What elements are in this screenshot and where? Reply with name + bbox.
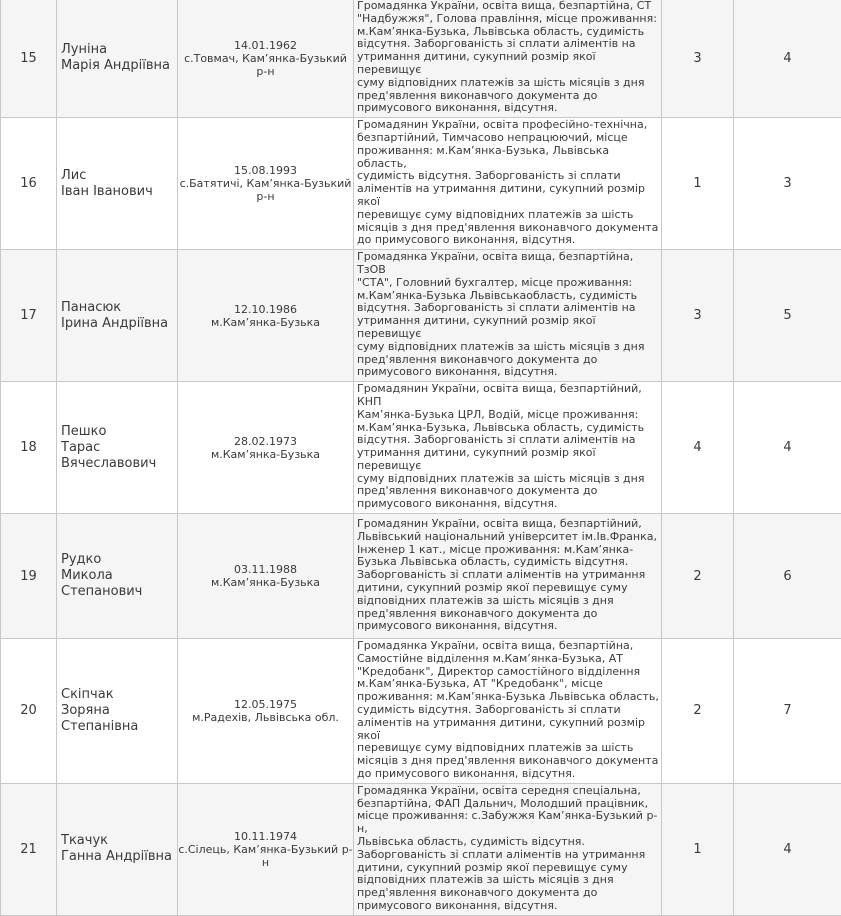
row-number: 21 [1,783,57,915]
candidate-surname: Панасюк [61,300,177,316]
candidate-given-name: Ганна Андріївна [61,849,177,865]
candidate-info: Громадянка України, освіта вища, безпартійна, ТзОВ "СТА", Головний бухгалтер, місце проживання: м.Кам’янка-Бузька Львівськаобласть, судимість відсутня. Заборгованість зі сплати аліментів на утримання дитини, сукупний розмір якої перевищує суму відповідних платежів за шість місяців з дня пред'явлення виконавчого документа до примусового виконання, відсутня. [354,250,662,382]
candidate-surname: Ткачук [61,833,177,849]
table-row [1,118,841,250]
birth-info [178,382,354,514]
column-b-value: 6 [734,514,841,639]
candidate-surname: Рудко [61,552,177,568]
candidate-surname: Скіпчак [61,687,177,703]
table-row [1,514,841,639]
candidate-surname: Пешко [61,424,177,440]
birth-place: м.Радехів, Львівська обл. [178,711,353,724]
birth-info [178,514,354,639]
column-b-value: 7 [734,639,841,784]
row-number: 17 [1,250,57,382]
birth-info [178,118,354,250]
birth-place: с.Сілець, Кам’янка-Бузький р-н [178,843,353,869]
column-b-value: 4 [734,783,841,915]
birth-place: м.Кам’янка-Бузька [178,576,353,589]
birth-place: м.Кам’янка-Бузька [178,316,353,329]
candidate-given-name: Іван Іванович [61,184,177,200]
candidate-patronymic: Степанович [61,584,177,600]
candidate-surname: Луніна [61,42,177,58]
column-a-value: 1 [662,783,734,915]
table-row [1,250,841,382]
candidate-name [57,250,178,382]
candidates-table-body [1,0,841,915]
birth-date: 14.01.1962 [178,39,353,52]
column-b-value: 3 [734,118,841,250]
column-a-value: 3 [662,250,734,382]
birth-info [178,639,354,784]
column-a-value: 2 [662,514,734,639]
candidate-given-name: Микола [61,568,177,584]
column-b-value: 5 [734,250,841,382]
birth-place: с.Батятичі, Кам’янка-Бузький р-н [178,177,353,203]
candidate-patronymic: Вячеславович [61,456,177,472]
candidate-info: Громадянка України, освіта вища, безпартійна, СТ "Надбужжя", Голова правління, місце проживання: м.Кам’янка-Бузька, Львівська область, судимість відсутня. Заборгованість зі сплати аліментів на утримання дитини, сукупний розмір якої перевищує суму відповідних платежів за шість місяців з дня пред'явлення виконавчого документа до примусового виконання, відсутня. [354,0,662,118]
table-row [1,639,841,784]
candidate-given-name: Марія Андріївна [61,58,177,74]
candidate-name [57,783,178,915]
candidate-name [57,382,178,514]
birth-info [178,250,354,382]
row-number: 19 [1,514,57,639]
candidate-name [57,118,178,250]
birth-place: с.Товмач, Кам’янка-Бузький р-н [178,52,353,78]
table-row [1,783,841,915]
candidate-name [57,0,178,118]
row-number: 15 [1,0,57,118]
candidate-given-name: Зоряна [61,703,177,719]
column-a-value: 3 [662,0,734,118]
column-b-value: 4 [734,382,841,514]
column-a-value: 1 [662,118,734,250]
birth-date: 28.02.1973 [178,435,353,448]
candidate-surname: Лис [61,168,177,184]
table-row [1,382,841,514]
candidate-name [57,639,178,784]
birth-date: 15.08.1993 [178,164,353,177]
birth-date: 03.11.1988 [178,563,353,576]
table-row [1,0,841,118]
candidate-given-name: Ірина Андріївна [61,316,177,332]
candidate-name [57,514,178,639]
column-b-value: 4 [734,0,841,118]
candidate-info: Громадянин України, освіта вища, безпартійний, Львівський національний університет ім.Ів.Франка, Інженер 1 кат., місце проживання: м.Кам’янка- Бузька Львівська область, судимість відсутня. Заборгованість зі сплати аліментів на утримання дитини, сукупний розмір якої перевищує суму відповідних платежів за шість місяців з дня пред'явлення виконавчого документа до примусового виконання, відсутня. [354,514,662,639]
column-a-value: 2 [662,639,734,784]
birth-date: 12.05.1975 [178,698,353,711]
row-number: 20 [1,639,57,784]
candidate-info: Громадянин України, освіта вища, безпартійний, КНП Кам’янка-Бузька ЦРЛ, Водій, місце проживання: м.Кам’янка-Бузька, Львівська область, судимість відсутня. Заборгованість зі сплати аліментів на утримання дитини, сукупний розмір якої перевищує суму відповідних платежів за шість місяців з дня пред'явлення виконавчого документа до примусового виконання, відсутня. [354,382,662,514]
birth-place: м.Кам’янка-Бузька [178,448,353,461]
birth-date: 12.10.1986 [178,303,353,316]
row-number: 18 [1,382,57,514]
column-a-value: 4 [662,382,734,514]
birth-info [178,0,354,118]
candidate-info: Громадянин України, освіта професійно-технічна, безпартійний, Тимчасово непрацюючий, місце проживання: м.Кам’янка-Бузька, Львівська область, судимість відсутня. Заборгованість зі сплати аліментів на утримання дитини, сукупний розмір якої перевищує суму відповідних платежів за шість місяців з дня пред'явлення виконавчого документа до примусового виконання, відсутня. [354,118,662,250]
candidate-info: Громадянка України, освіта вища, безпартійна, Самостійне відділення м.Кам’янка-Бузька, АТ "Кредобанк", Директор самостійного відділення м.Кам’янка-Бузька, АТ "Кредобанк", місце проживання: м.Кам’янка-Бузька Львівська область, судимість відсутня. Заборгованість зі сплати аліментів на утримання дитини, сукупний розмір якої перевищує суму відповідних платежів за шість місяців з дня пред'явлення виконавчого документа до примусового виконання, відсутня. [354,639,662,784]
birth-info [178,783,354,915]
candidate-given-name: Тарас [61,440,177,456]
birth-date: 10.11.1974 [178,830,353,843]
candidate-info: Громадянка України, освіта середня спеціальна, безпартійна, ФАП Дальнич, Молодший працівник, місце проживання: с.Забужжя Кам’янка-Бузький р-н, Львівська область, судимість відсутня. Заборгованість зі сплати аліментів на утримання дитини, сукупний розмір якої перевищує суму відповідних платежів за шість місяців з дня пред'явлення виконавчого документа до примусового виконання, відсутня. [354,783,662,915]
row-number: 16 [1,118,57,250]
candidate-patronymic: Степанівна [61,719,177,735]
